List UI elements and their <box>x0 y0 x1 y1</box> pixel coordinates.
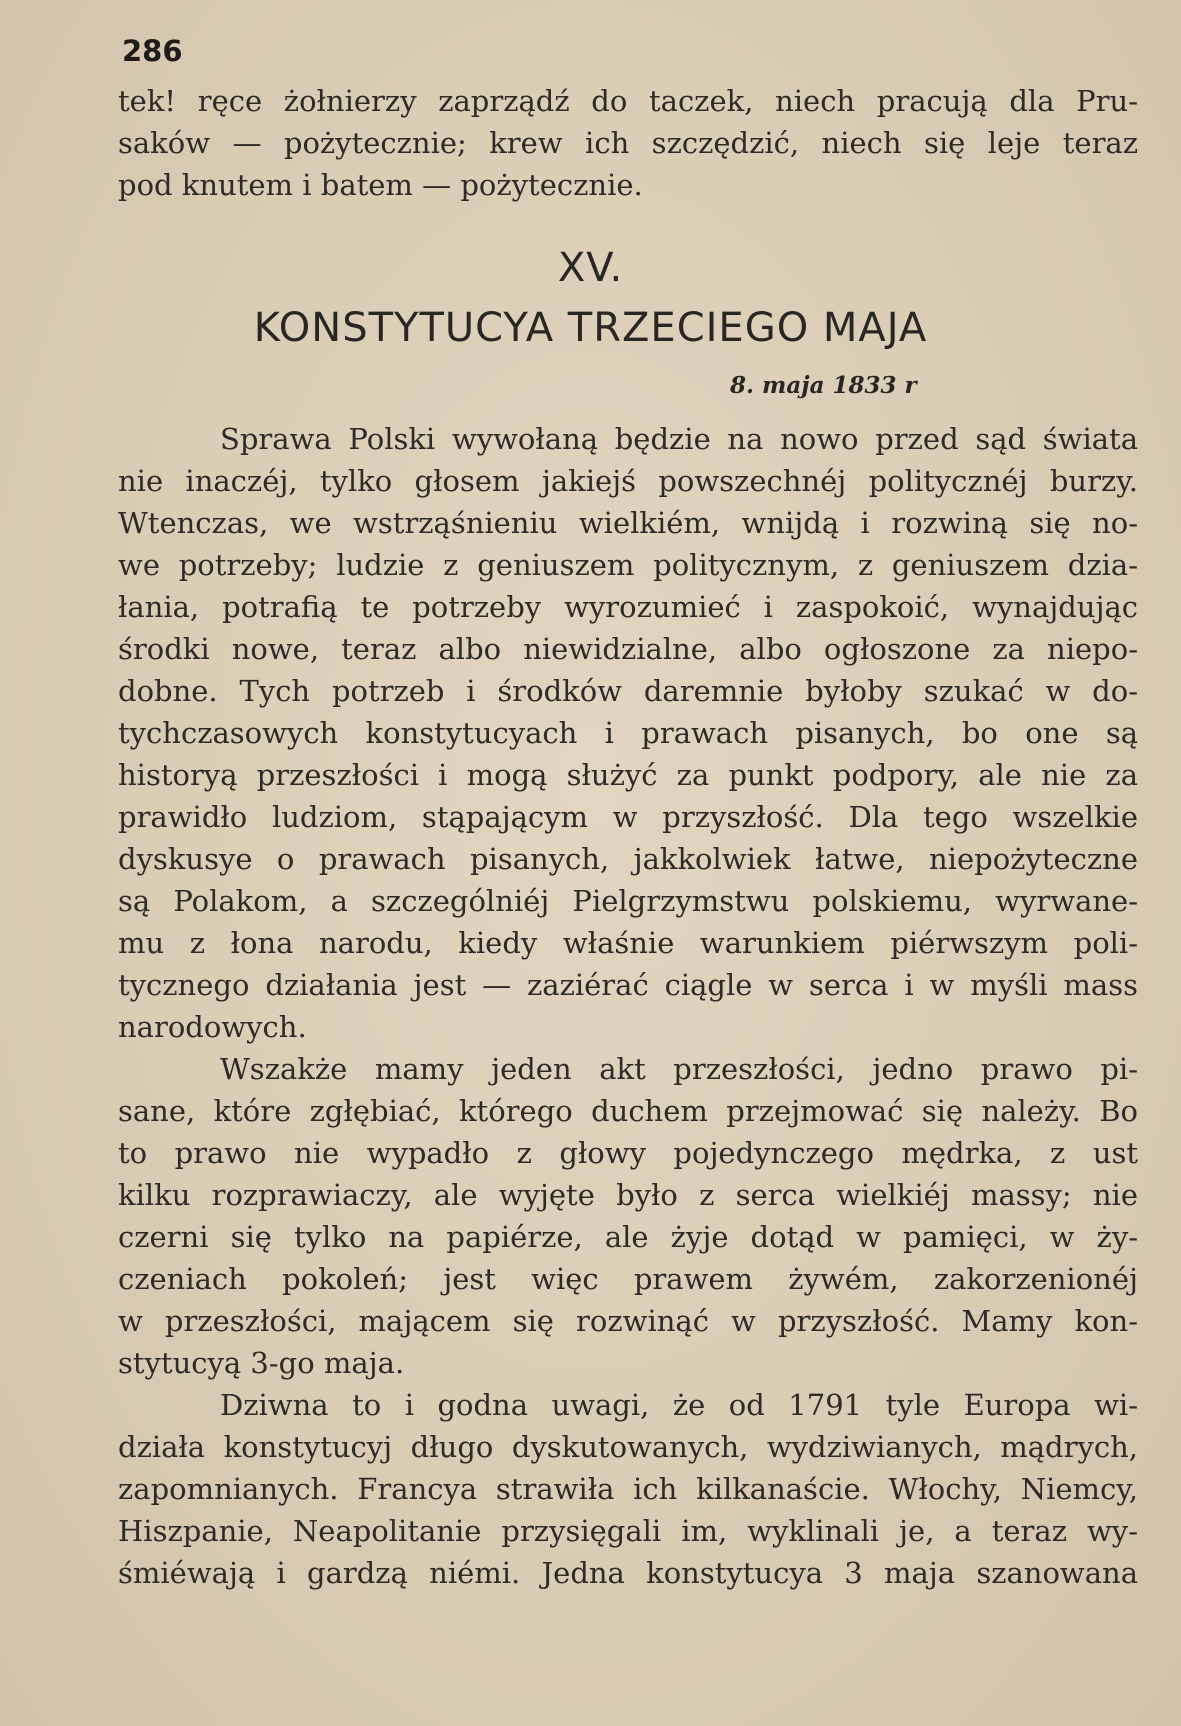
text-line: czerni się tylko na papiérze, ale żyje dotąd w pamięci, w ży- <box>118 1220 1138 1254</box>
text-line: dobne. Tych potrzeb i środków daremnie byłoby szukać w do- <box>118 674 1138 708</box>
text-line: tycznego działania jest — zaziérać ciągle w serca i w myśli mass <box>118 968 1138 1002</box>
text-line: mu z łona narodu, kiedy właśnie warunkiem piérwszym poli- <box>118 926 1138 960</box>
text-line: tek! ręce żołnierzy zaprządź do taczek, niech pracują dla Pru- <box>118 84 1138 118</box>
page-number: 286 <box>122 34 183 68</box>
text-line: we potrzeby; ludzie z geniuszem politycznym, z geniuszem dzia- <box>118 548 1138 582</box>
text-line: Wtenczas, we wstrząśnieniu wielkiém, wnijdą i rozwiną się no- <box>118 506 1138 540</box>
text-line: dyskusye o prawach pisanych, jakkolwiek łatwe, niepożyteczne <box>118 842 1138 876</box>
text-line: prawidło ludziom, stąpającym w przyszłość. Dla tego wszelkie <box>118 800 1138 834</box>
chapter-date: 8. maja 1833 r <box>730 372 917 399</box>
text-line: narodowych. <box>118 1010 307 1044</box>
text-line: środki nowe, teraz albo niewidzialne, albo ogłoszone za niepo- <box>118 632 1138 666</box>
text-line: Dziwna to i godna uwagi, że od 1791 tyle Europa wi- <box>220 1388 1138 1422</box>
text-line: historyą przeszłości i mogą służyć za punkt podpory, ale nie za <box>118 758 1138 792</box>
text-line: pod knutem i batem — pożytecznie. <box>118 168 643 202</box>
chapter-number: XV. <box>557 245 624 291</box>
text-line: Sprawa Polski wywołaną będzie na nowo przed sąd świata <box>220 422 1138 456</box>
text-line: to prawo nie wypadło z głowy pojedynczego mędrka, z ust <box>118 1136 1138 1170</box>
text-line: Wszakże mamy jeden akt przeszłości, jedno prawo pi- <box>220 1052 1138 1086</box>
text-line: w przeszłości, mającem się rozwinąć w przyszłość. Mamy kon- <box>118 1304 1138 1338</box>
text-line: zapomnianych. Francya strawiła ich kilkanaście. Włochy, Niemcy, <box>118 1472 1138 1506</box>
text-line: saków — pożytecznie; krew ich szczędzić, niech się leje teraz <box>118 126 1138 160</box>
text-line: działa konstytucyj długo dyskutowanych, wydziwianych, mądrych, <box>118 1430 1138 1464</box>
text-line: Hiszpanie, Neapolitanie przysięgali im, wyklinali je, a teraz wy- <box>118 1514 1138 1548</box>
text-line: są Polakom, a szczególniéj Pielgrzymstwu polskiemu, wyrwane- <box>118 884 1138 918</box>
text-line: czeniach pokoleń; jest więc prawem żywém, zakorzenionéj <box>118 1262 1138 1296</box>
text-line: nie inaczéj, tylko głosem jakiejś powszechnéj politycznéj burzy. <box>118 464 1138 498</box>
chapter-title: KONSTYTUCYA TRZECIEGO MAJA <box>253 305 928 351</box>
text-line: sane, które zgłębiać, którego duchem przejmować się należy. Bo <box>118 1094 1138 1128</box>
text-line: śmiéwają i gardzą niémi. Jedna konstytucya 3 maja szanowana <box>118 1556 1138 1590</box>
text-line: tychczasowych konstytucyach i prawach pisanych, bo one są <box>118 716 1138 750</box>
text-line: kilku rozprawiaczy, ale wyjęte było z serca wielkiéj massy; nie <box>118 1178 1138 1212</box>
text-line: łania, potrafią te potrzeby wyrozumieć i zaspokoić, wynajdując <box>118 590 1138 624</box>
text-line: stytucyą 3-go maja. <box>118 1346 405 1380</box>
